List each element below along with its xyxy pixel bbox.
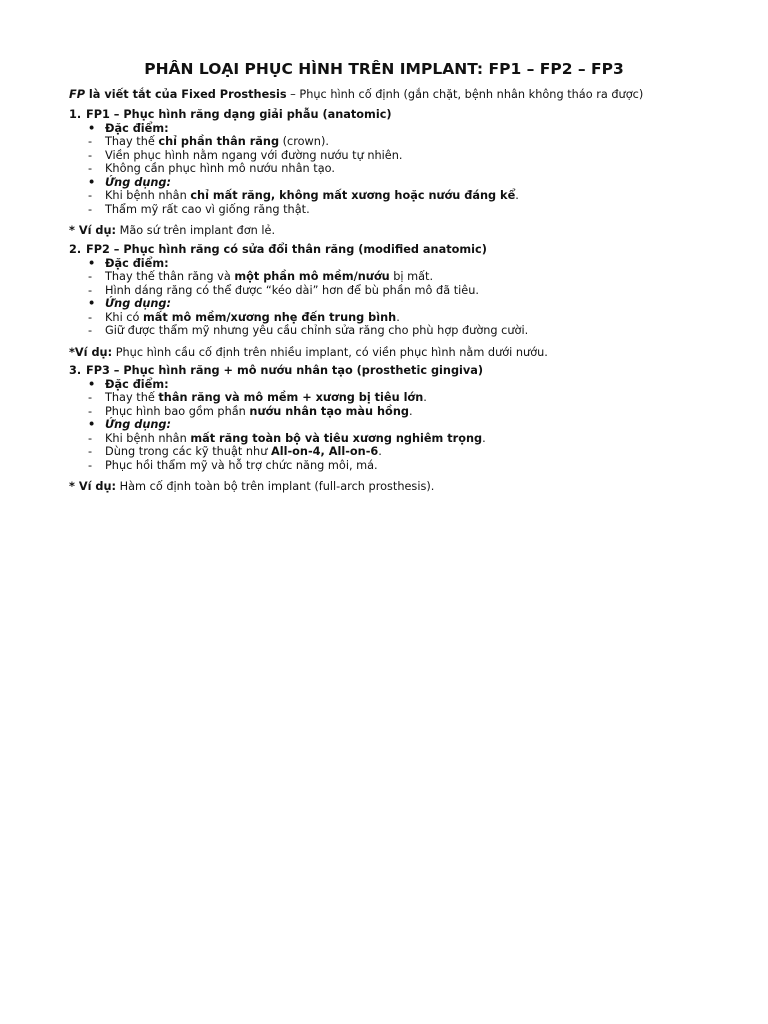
dash-icon: - xyxy=(88,445,93,458)
dash-icon: - xyxy=(88,202,93,216)
bullet-icon: • xyxy=(88,175,96,189)
section-number: 1. xyxy=(69,108,82,121)
feature-item: - Thay thế chỉ phần thân răng (crown). xyxy=(88,135,329,148)
usage-item: - Khi có mất mô mềm/xương nhẹ đến trung bình. xyxy=(88,310,400,324)
document-title: PHÂN LOẠI PHỤC HÌNH TRÊN IMPLANT: FP1 – FP2 – FP3 xyxy=(144,60,624,78)
intro-rest: – Phục hình cố định (gắn chặt, bệnh nhân không tháo ra được) xyxy=(286,88,644,101)
bullet-icon: • xyxy=(88,121,96,135)
features-label: • Đặc điểm: xyxy=(88,256,169,270)
bullet-icon: • xyxy=(88,418,96,431)
feature-item: - Không cần phục hình mô nướu nhân tạo. xyxy=(88,162,335,175)
feature-item: - Hình dáng răng có thể được “kéo dài” hơn để bù phần mô đã tiêu. xyxy=(88,283,479,297)
dash-icon: - xyxy=(88,324,93,337)
usage-item: - Phục hồi thẩm mỹ và hỗ trợ chức năng môi, má. xyxy=(88,458,378,472)
section-fp1 xyxy=(69,108,749,238)
intro-abbr: FP xyxy=(69,88,85,101)
section-heading-text: FP1 – Phục hình răng dạng giải phẫu (anatomic) xyxy=(86,108,392,121)
example-line: * Ví dụ: Hàm cố định toàn bộ trên implant (full-arch prosthesis). xyxy=(69,480,435,493)
section-heading xyxy=(69,243,749,257)
dash-icon: - xyxy=(88,270,93,283)
dash-icon: - xyxy=(88,135,93,148)
section-fp2 xyxy=(69,243,749,359)
section-fp3 xyxy=(69,364,749,494)
dash-icon: - xyxy=(88,310,93,324)
usage-item: - Thẩm mỹ rất cao vì giống răng thật. xyxy=(88,202,310,216)
dash-icon: - xyxy=(88,283,93,297)
dash-icon: - xyxy=(88,162,93,175)
section-number: 3. xyxy=(69,364,82,377)
features-label: • Đặc điểm: xyxy=(88,377,169,391)
example-line: *Ví dụ: Phục hình cầu cố định trên nhiều implant, có viền phục hình nằm dưới nướu. xyxy=(69,345,548,359)
section-heading-text: FP2 – Phục hình răng có sửa đổi thân răng (modified anatomic) xyxy=(86,243,487,256)
intro-full: Fixed Prosthesis xyxy=(181,88,287,101)
dash-icon: - xyxy=(88,189,93,202)
bullet-icon: • xyxy=(88,256,96,270)
usage-label: • Ứng dụng: xyxy=(88,175,172,189)
usage-item: - Dùng trong các kỹ thuật như All-on-4, All-on-6. xyxy=(88,445,382,458)
section-heading xyxy=(69,108,749,122)
dash-icon: - xyxy=(88,391,93,404)
usage-label: • Ứng dụng: xyxy=(88,297,172,310)
section-heading-text: FP3 – Phục hình răng + mô nướu nhân tạo (prosthetic gingiva) xyxy=(86,364,484,377)
feature-item: - Phục hình bao gồm phần nướu nhân tạo màu hồng. xyxy=(88,404,413,418)
usage-item: - Khi bệnh nhân mất răng toàn bộ và tiêu xương nghiêm trọng. xyxy=(88,431,486,445)
feature-item: - Thay thế thân răng và một phần mô mềm/nướu bị mất. xyxy=(88,270,434,283)
dash-icon: - xyxy=(88,404,93,418)
usage-item: - Giữ được thẩm mỹ nhưng yêu cầu chỉnh sửa răng cho phù hợp đường cười. xyxy=(88,324,529,337)
dash-icon: - xyxy=(88,458,93,472)
dash-icon: - xyxy=(88,431,93,445)
feature-item: - Thay thế thân răng và mô mềm + xương bị tiêu lớn. xyxy=(88,391,427,404)
dash-icon: - xyxy=(88,148,93,162)
bullet-icon: • xyxy=(88,377,96,391)
usage-item: - Khi bệnh nhân chỉ mất răng, không mất xương hoặc nướu đáng kể. xyxy=(88,189,519,202)
features-label: • Đặc điểm: xyxy=(88,121,169,135)
intro-mid: là viết tắt của xyxy=(85,88,182,101)
bullet-icon: • xyxy=(88,297,96,310)
feature-item: - Viền phục hình nằm ngang với đường nướu tự nhiên. xyxy=(88,148,403,162)
section-heading xyxy=(69,364,749,378)
section-number: 2. xyxy=(69,243,82,256)
usage-label: • Ứng dụng: xyxy=(88,418,172,431)
intro-line xyxy=(69,88,643,102)
example-line: * Ví dụ: Mão sứ trên implant đơn lẻ. xyxy=(69,224,276,237)
